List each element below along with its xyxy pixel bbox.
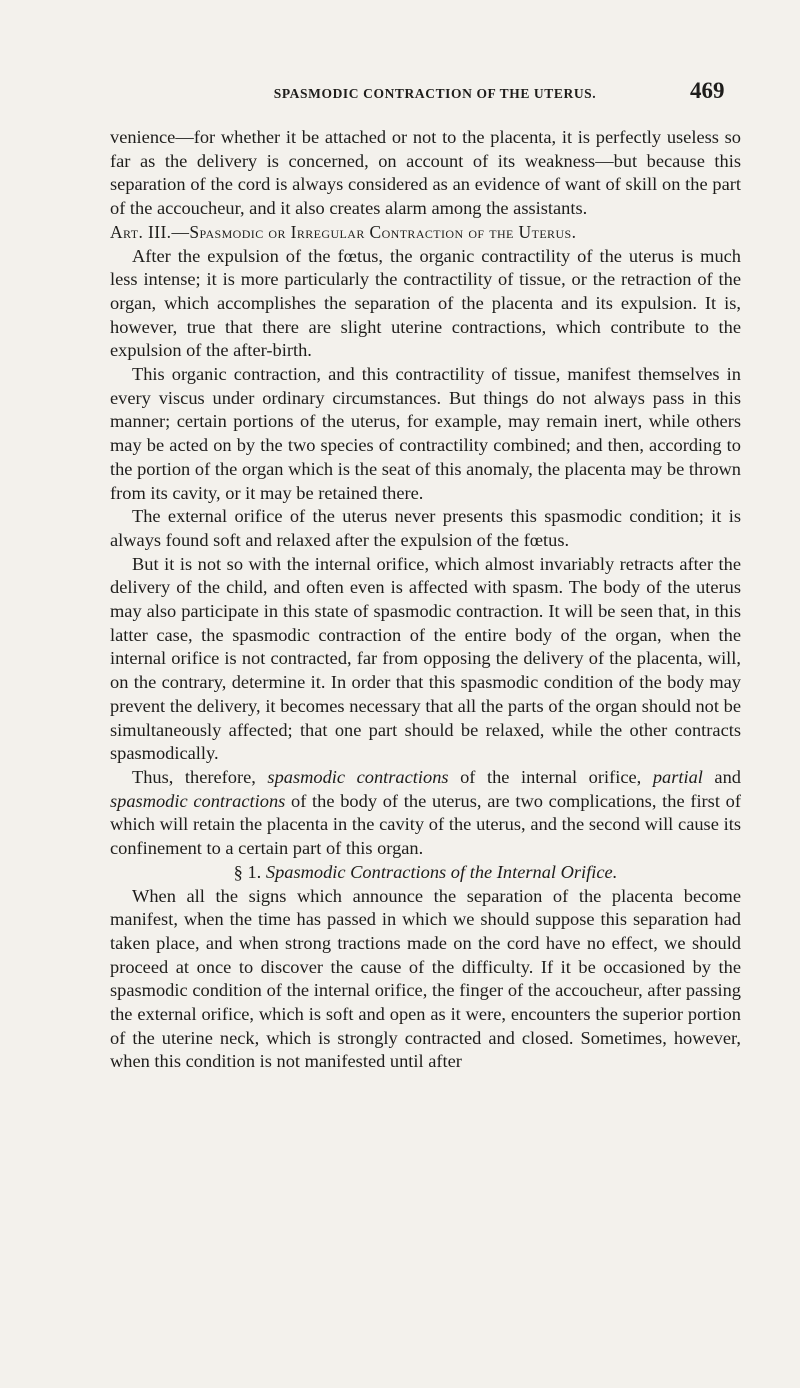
paragraph: The external orifice of the uterus never presents this spasmodic condition; it is always found soft and relaxed after the expulsion of the fœtus. — [110, 506, 741, 550]
running-head: SPASMODIC CONTRACTION OF THE UTERUS. — [273, 86, 597, 101]
paragraph: After the expulsion of the fœtus, the organic contractility of the uterus is much less intense; it is more particularly the contractility of tissue, or the retraction of the organ, which accomplishes the separation of the placenta and its expulsion. It is, however, true that there are slight uterine contractions, which contribute to the expulsion of the after-birth. — [110, 245, 741, 361]
paragraph: When all the signs which announce the separation of the placenta become manifest, when the time has passed in which we should suppose this separation had taken place, and when strong tractions made on the cord have no effect, we should proceed at once to discover the cause of the difficulty. If it be occasioned by the spasmodic condition of the internal orifice, the finger of the accoucheur, after passing the external orifice, which is soft and open as it were, encounters the superior portion of the uterine neck, which is strongly contracted and closed. Sometimes, however, when this condition is not manifested until after — [110, 885, 741, 1072]
text-run: and — [702, 766, 741, 787]
text-run: of the internal orifice, — [448, 766, 653, 787]
italic-term: spasmodic contractions — [110, 790, 286, 811]
paragraph: This organic contraction, and this contractility of tissue, manifest themselves in every viscus under ordinary circumstances. But things do not always pass in this manner; certain portions of the uterus, for example, may remain inert, while others may be acted on by the two species of contractility combined; and then, according to the portion of the organ which is the seat of this anomaly, the placenta may be thrown from its cavity, or it may be retained there. — [110, 364, 741, 503]
section-number: § 1. — [233, 861, 262, 882]
italic-term: partial — [652, 766, 703, 787]
italic-term: spasmodic contractions — [267, 766, 449, 787]
paragraph-continuation: venience—for whether it be attached or not to the placenta, it is perfectly useless so far as the delivery is concerned, on account of its weakness—but because this separation of the cord is always considered as an evidence of want of skill on the part of the accoucheur, and it also creates alarm among the assistants. — [110, 127, 741, 219]
text-run: of the body of the uterus, are two complications, the first of which will retain the placenta in the cavity of the uterus, and the second will cause its confinement to a certain part of this organ. — [110, 790, 741, 859]
body-text — [110, 126, 741, 1074]
article-heading: Art. III.—Spasmodic or Irregular Contraction of the Uterus. — [110, 221, 577, 242]
paragraph: But it is not so with the internal orifice, which almost invariably retracts after the delivery of the child, and often even is affected with spasm. The body of the uterus may also participate in this state of spasmodic contraction. It will be seen that, in this latter case, the spasmodic contraction of the entire body of the organ, when the internal orifice is not contracted, far from opposing the delivery of the placenta, will, on the contrary, determine it. In order that this spasmodic condition of the body may prevent the delivery, it becomes necessary that all the parts of the organ should not be simultaneously affected; that one part should be relaxed, while the other contracts spasmodically. — [110, 553, 741, 764]
text-run: Thus, therefore, — [132, 766, 268, 787]
section-heading — [110, 861, 741, 885]
page-number: 469 — [690, 78, 725, 103]
section-title: Spasmodic Contractions of the Internal Orifice. — [265, 861, 618, 882]
paragraph — [110, 766, 741, 861]
